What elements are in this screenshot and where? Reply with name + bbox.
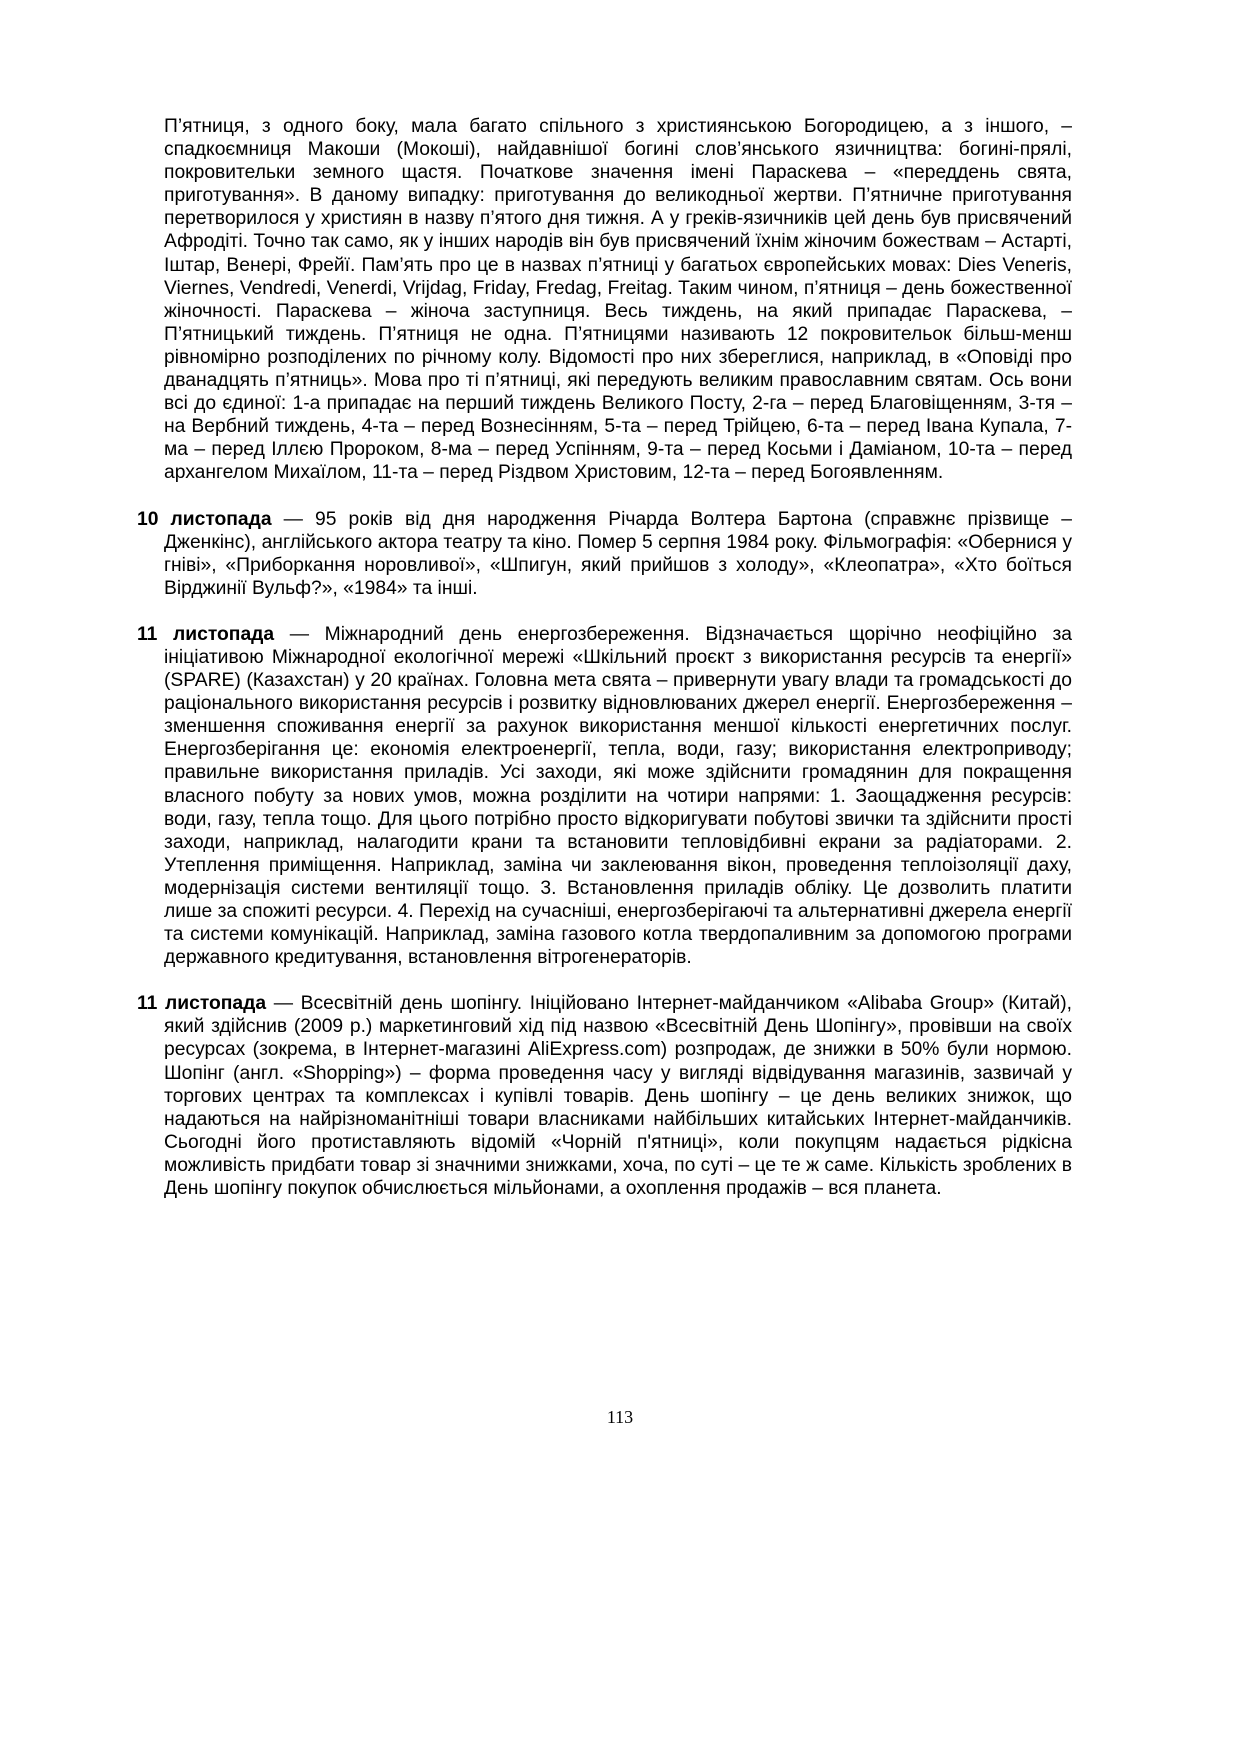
intro-paragraph: П’ятниця, з одного боку, мала багато спільного з християнською Богородицею, а з іншого, – спадкоємниця Макоши (Мокоші), найдавнішої богині слов’янського язичництва: богині-прялі, покровительки земного щастя. Початкове значення імені Параскева – «переддень свята, приготування». В даному випадку: приготування до великодньої жертви. П’ятничне приготування перетворилося у християн в назву п’ятого дня тижня. А у греків-язичників цей день був присвячений Афродіті. Точно так само, як у інших народів він був присвячений їхнім жіночим божествам – Астарті, Іштар, Венері, Фрейї. Пам’ять про це в назвах п’ятниці у багатьох європейських мовах: Dies Veneris, Viernes, Vendredi, Venerdi, Vrijdag, Friday, Fredag, Freitag. Таким чином, п’ятниця – день божественної жіночності. Параскева – жіноча заступниця. Весь тиждень, на який припадає Параскева, – П’ятницький тиждень. П’ятниця не одна. П’ятницями називають 12 покровительок більш-менш рівномірно розподілених по річному колу. Відомості про них збереглися, наприклад, в «Оповіді про дванадцять п’ятниць». Мова про ті п’ятниці, які передують великим православним святам. Ось вони всі до єдиної: 1-а припадає на перший тиждень Великого Посту, 2-га – перед Благовіщенням, 3-тя – на Вербний тиждень, 4-та – перед Вознесінням, 5-та – перед Трійцею, 6-та – перед Івана Купала, 7-ма – перед Іллєю Пророком, 8-ма – перед Успінням, 9-та – перед Косьми і Даміаном, 10-та – перед архангелом Михаїлом, 11-та – перед Різдвом Христовим, 12-та – перед Богоявленням.: [164, 116, 1072, 484]
page-body: [137, 115, 1072, 1200]
entry-date: 11 листопада: [137, 623, 275, 645]
entry-date: 11 листопада: [137, 993, 267, 1015]
entry-paragraph: [137, 992, 1072, 1200]
entry-text: — Всесвітній день шопінгу. Ініційовано Інтернет-майданчиком «Alibaba Group» (Китай), який здійснив (2009 р.) маркетинговий хід під назвою «Всесвітній День Шопінгу», провівши на своїх ресурсах (зокрема, в Інтернет-магазині AliExpress.com) розпродаж, де знижки в 50% були нормою. Шопінг (англ. «Shopping») – форма проведення часу у вигляді відвідування магазинів, зазвичай у торгових центрах та комплексах і купівлі товарів. День шопінгу – це день великих знижок, що надаються на найрізноманітніші товари власниками найбільших китайських Інтернет-майданчиків. Сьогодні його протиставляють відомій «Чорній п'ятниці», коли покупцям надається рідкісна можливість придбати товар зі значними знижками, хоча, по суті – це те ж саме. Кількість зроблених в День шопінгу покупок обчислюється мільйонами, а охоплення продажів – вся планета.: [164, 993, 1072, 1200]
page-number: 113: [606, 1407, 634, 1427]
entry-text: — Міжнародний день енергозбереження. Відзначається щорічно неофіційно за ініціативою Міжнародної екологічної мережі «Шкільний проєкт з використання ресурсів та енергії» (SPARE) (Казахстан) у 20 країнах. Головна мета свята – привернути увагу влади та громадськості до раціонального використання ресурсів і розвитку відновлюваних джерел енергії. Енергозбереження – зменшення споживання енергії за рахунок використання меншої кількості енергетичних послуг. Енергозберігання це: економія електроенергії, тепла, води, газу; використання електроприводу; правильне використання приладів. Усі заходи, які може здійснити громадянин для покращення власного побуту за нових умов, можна розділити на чотири напрями: 1. Заощадження ресурсів: води, газу, тепла тощо. Для цього потрібно просто відкоригувати побутові звички та здійснити прості заходи, наприклад, налагодити крани та встановити тепловідбивні екрани за радіаторами. 2. Утеплення приміщення. Наприклад, заміна чи заклеювання вікон, проведення теплоізоляції даху, модернізація системи вентиляції тощо. 3. Встановлення приладів обліку. Це дозволить платити лише за спожиті ресурси. 4. Перехід на сучасніші, енергозберігаючі та альтернативні джерела енергії та системи комунікацій. Наприклад, заміна газового котла твердопаливним за допомогою програми державного кредитування, встановлення вітрогенераторів.: [164, 623, 1073, 969]
entry-date: 10 листопада: [137, 508, 272, 530]
entry-text: — 95 років від дня народження Річарда Волтера Бартона (справжнє прізвище – Дженкінс), англійського актора театру та кіно. Помер 5 серпня 1984 року. Фільмографія: «Обернися у гніві», «Приборкання норовливої», «Шпигун, який прийшов з холоду», «Клеопатра», «Хто боїться Вірджинії Вульф?», «1984» та інші.: [164, 508, 1072, 599]
entry-paragraph: [137, 623, 1072, 969]
entry-paragraph: [137, 508, 1072, 600]
